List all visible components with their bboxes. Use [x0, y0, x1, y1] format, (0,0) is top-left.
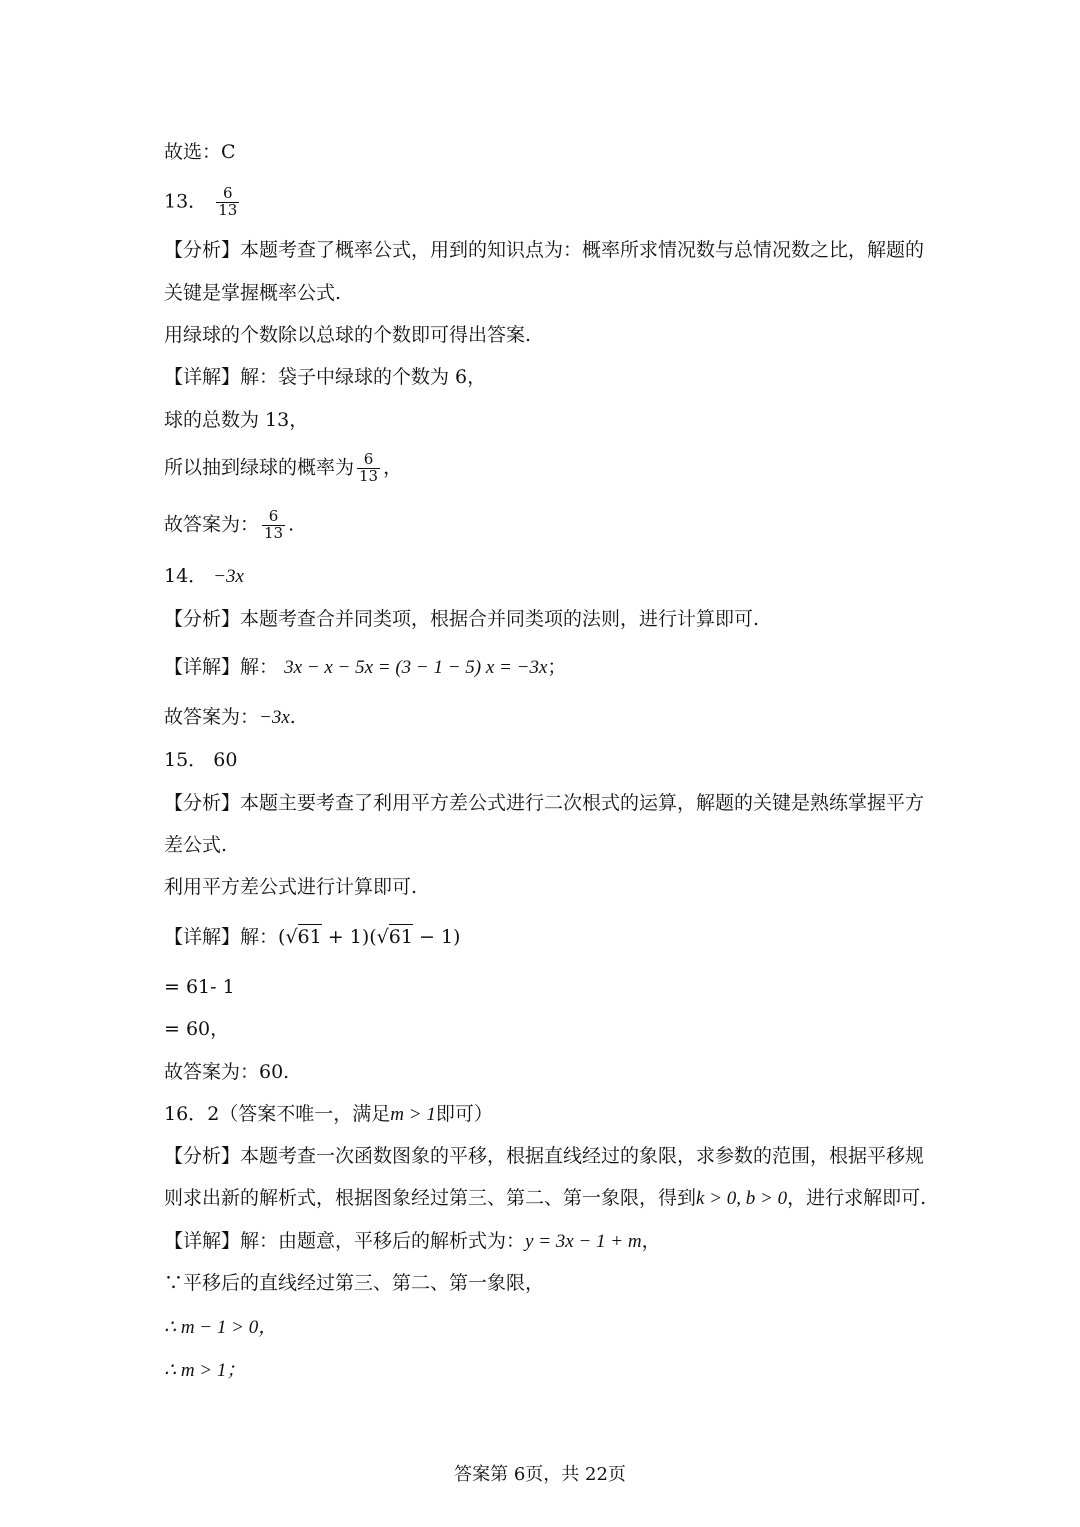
reasoning-line: ∵平移后的直线经过第三、第二、第一象限， [164, 1272, 545, 1294]
analysis-paragraph [164, 1189, 926, 1208]
fraction-numerator: 6 [216, 186, 239, 203]
math-expression: −3x [259, 707, 290, 728]
text: − 1) [412, 926, 461, 948]
fraction [357, 452, 380, 485]
detail-line: 球的总数为 13， [164, 409, 309, 431]
text: ， [383, 456, 403, 479]
math-expression: −3x [213, 566, 244, 587]
fraction-numerator: 6 [262, 509, 285, 526]
math-expression: m > 1 [390, 1104, 436, 1125]
answer-value: 60 [213, 749, 238, 771]
analysis-paragraph: 【分析】本题主要考查了利用平方差公式进行二次根式的运算，解题的关键是熟练掌握平方 [164, 792, 925, 814]
analysis-paragraph: 差公式. [164, 834, 228, 856]
detail-line [164, 928, 460, 947]
detail-line [164, 452, 402, 485]
text: ， [641, 1230, 661, 1252]
step-line: = 60， [164, 1018, 230, 1040]
text: 【详解】解： [164, 926, 279, 948]
method-line: 用绿球的个数除以总球的个数即可得出答案. [164, 324, 532, 346]
analysis-paragraph: 关键是掌握概率公式. [164, 282, 342, 304]
text: 所以抽到绿球的概率为 [164, 456, 355, 479]
text: ( [278, 926, 286, 948]
method-line: 利用平方差公式进行计算即可. [164, 876, 418, 898]
question-14-answer [164, 567, 244, 586]
final-answer-line [164, 708, 296, 727]
step-line: = 61- 1 [164, 976, 235, 998]
fraction-denominator: 13 [359, 466, 379, 485]
math-expression: y = 3x − 1 + m [525, 1231, 642, 1252]
analysis-paragraph: 【分析】本题考查合并同类项，根据合并同类项的法则，进行计算即可. [164, 608, 760, 630]
text: 【详解】解： [164, 656, 279, 678]
text: 故答案为： [164, 706, 260, 728]
sqrt-sign: √ [285, 926, 298, 948]
question-number: 16． [164, 1103, 208, 1125]
analysis-paragraph: 【分析】本题考查了概率公式，用到的知识点为：概率所求情况数与总情况数之比，解题的 [164, 239, 925, 261]
analysis-paragraph: 【分析】本题考查一次函数图象的平移，根据直线经过的象限，求参数的范围，根据平移规 [164, 1145, 925, 1167]
answer-line: 故选：C [164, 141, 236, 163]
question-16-answer [164, 1105, 493, 1124]
final-answer-line: 故答案为：60. [164, 1061, 290, 1083]
question-number: 15． [164, 749, 208, 771]
math-expression: 3x − x − 5x = (3 − 1 − 5) x = −3x [284, 657, 548, 678]
fraction-denominator: 13 [264, 523, 284, 542]
text: 2（答案不唯一，满足 [207, 1103, 391, 1125]
sqrt-sign: √ [376, 926, 389, 948]
question-number: 14． [164, 565, 208, 587]
text: 即可） [435, 1103, 493, 1125]
text: . [288, 513, 295, 536]
text: + 1)( [321, 926, 377, 948]
reasoning-line: ∴ m − 1 > 0， [164, 1317, 278, 1338]
text: 【详解】解：由题意，平移后的解析式为： [164, 1230, 526, 1252]
radicand: 61 [297, 926, 322, 948]
fraction [216, 186, 239, 219]
final-answer-line [164, 509, 294, 542]
reasoning-line: ∴ m > 1； [164, 1360, 246, 1381]
question-number: 13． [164, 190, 208, 213]
text: ； [547, 656, 567, 678]
radicand: 61 [388, 926, 413, 948]
detail-line [164, 658, 566, 677]
page-footer: 答案第 6页，共 22页 [454, 1464, 626, 1485]
question-13-answer [164, 186, 242, 219]
fraction [262, 509, 285, 542]
fraction-denominator: 13 [218, 200, 238, 219]
text: ，进行求解即可. [787, 1187, 927, 1209]
question-15-answer [164, 751, 237, 770]
text: 故答案为： [164, 513, 260, 536]
fraction-numerator: 6 [357, 452, 380, 469]
text: . [289, 706, 296, 728]
detail-line: 【详解】解：袋子中绿球的个数为 6， [164, 366, 487, 388]
detail-line [164, 1232, 661, 1251]
text: 则求出新的解析式，根据图象经过第三、第二、第一象限，得到 [164, 1187, 697, 1209]
math-expression: k > 0, b > 0 [696, 1188, 788, 1209]
